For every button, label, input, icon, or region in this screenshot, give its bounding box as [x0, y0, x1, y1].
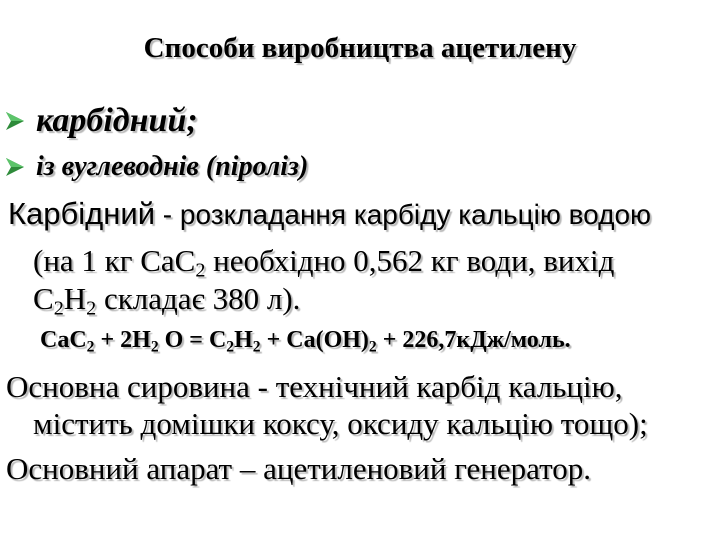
- subscript: 2: [195, 259, 206, 282]
- formula-part: Н: [234, 327, 253, 353]
- bullet-item-pyrolysis: [4, 151, 308, 183]
- text-fragment: (на 1 кг СаС: [33, 243, 196, 278]
- formula-part: + Са(ОН): [260, 327, 369, 353]
- bullet-item-carbide: [4, 102, 198, 140]
- subscript: 2: [226, 338, 235, 356]
- formula-part: СаС: [40, 327, 87, 353]
- main-apparatus-line: Основний апарат – ацетиленовий генератор.: [6, 451, 591, 486]
- subscript: 2: [150, 338, 159, 356]
- bullet-text: із вуглеводнів (піроліз): [36, 151, 309, 182]
- subscript: 2: [252, 338, 261, 356]
- check-arrow-icon: [4, 154, 26, 180]
- check-arrow-icon: [4, 108, 26, 134]
- text-fragment: С: [33, 281, 54, 316]
- subscript: 2: [86, 297, 97, 320]
- subscript: 2: [368, 338, 377, 356]
- text-fragment: Н: [63, 281, 87, 316]
- term-carbide: Карбідний: [8, 196, 156, 231]
- carbide-yield-line: [33, 281, 301, 320]
- page-title: Способи виробництва ацетилену: [143, 32, 577, 64]
- text-fragment: необхідно 0,562 кг води, вихід: [205, 243, 615, 278]
- text-fragment: складає 380 л).: [96, 281, 301, 316]
- term-definition: - розкладання карбіду кальцію водою: [155, 199, 652, 230]
- raw-material-line: Основна сировина - технічний карбід кальцію,: [6, 369, 623, 404]
- subscript: 2: [86, 338, 95, 356]
- raw-material-line-2: містить домішки коксу, оксиду кальцію тощо);: [33, 406, 648, 441]
- formula-part: О = С: [158, 327, 227, 353]
- bullet-text: карбідний;: [36, 102, 198, 139]
- carbide-detail-line: [33, 243, 615, 282]
- reaction-equation: [40, 327, 571, 354]
- formula-part: + 2H: [94, 327, 151, 353]
- carbide-method-heading: [8, 196, 651, 232]
- subscript: 2: [53, 297, 64, 320]
- formula-part: + 226,7кДж/моль.: [376, 327, 571, 353]
